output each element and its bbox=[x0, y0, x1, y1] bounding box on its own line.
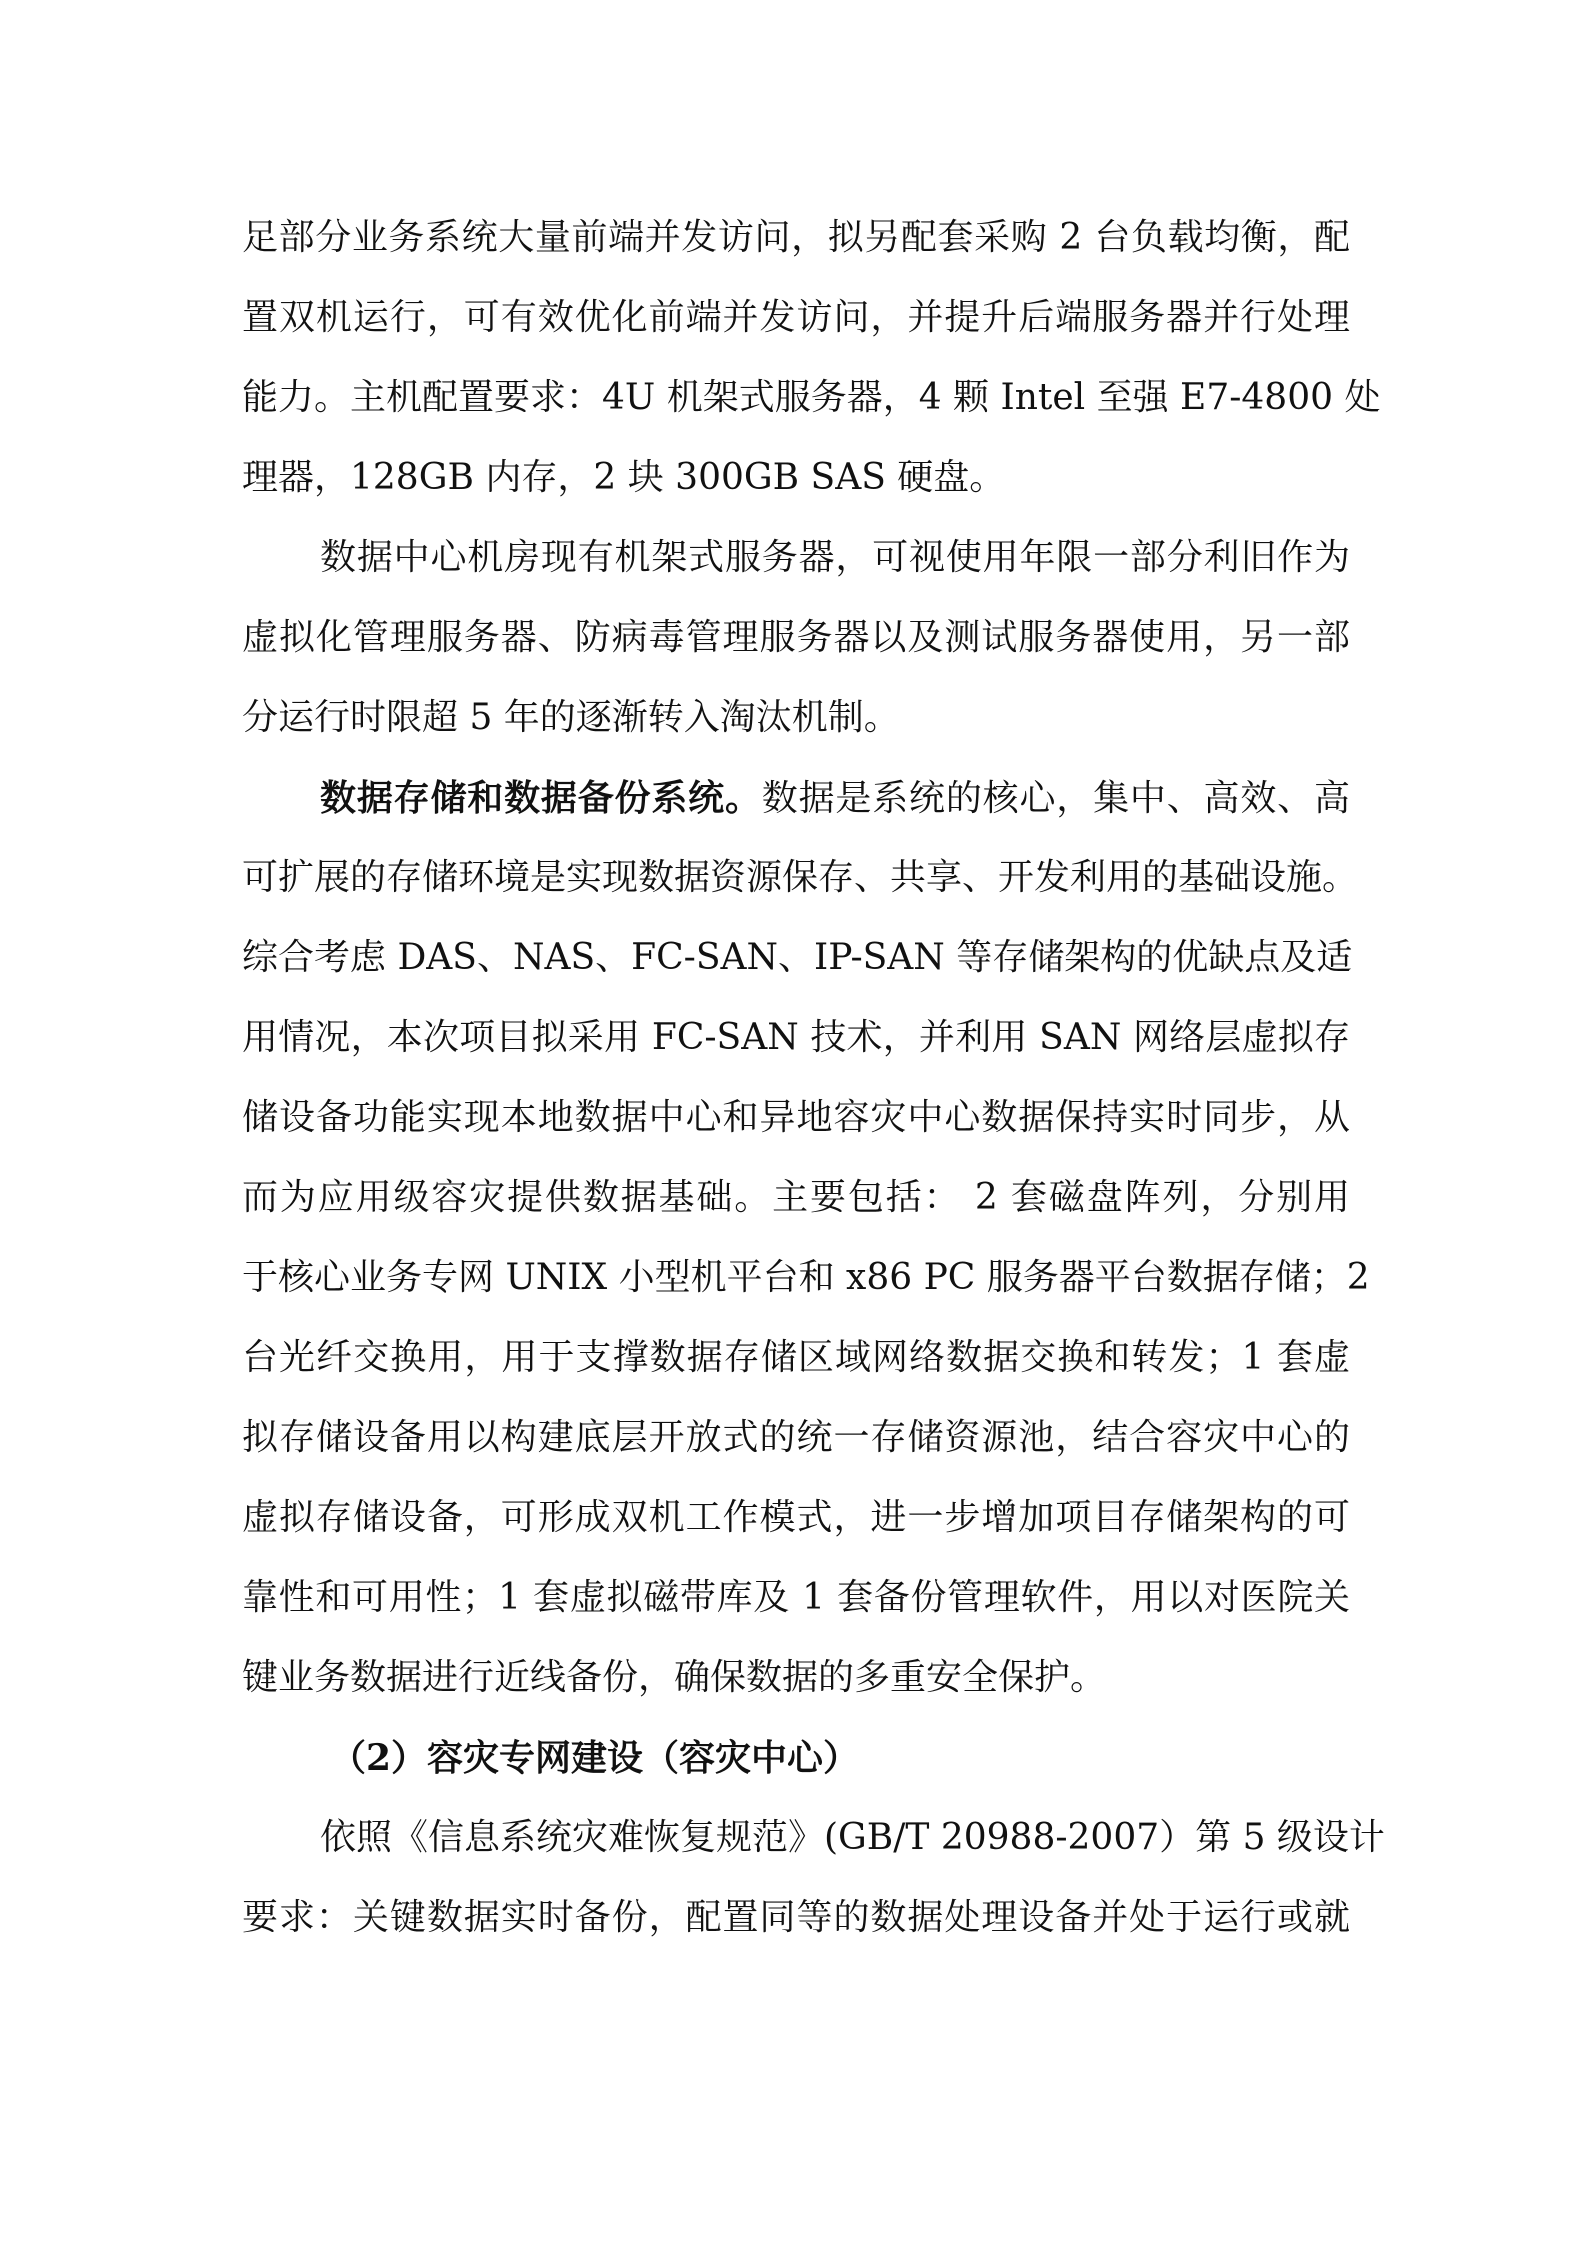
paragraph-3-line-2: 可扩展的存储环境是实现数据资源保存、共享、开发利用的基础设施。 bbox=[242, 857, 1359, 898]
paragraph-3-line-8: 台光纤交换用，用于支撑数据存储区域网络数据交换和转发；1 套虚 bbox=[242, 1337, 1350, 1378]
paragraph-1-line-3: 能力。主机配置要求：4U 机架式服务器，4 颗 Intel 至强 E7-4800 处 bbox=[242, 377, 1381, 418]
paragraph-2-line-3: 分运行时限超 5 年的逐渐转入淘汰机制。 bbox=[242, 697, 900, 738]
paragraph-3-line-4: 用情况，本次项目拟采用 FC-SAN 技术，并利用 SAN 网络层虚拟存 bbox=[242, 1017, 1350, 1058]
paragraph-3-line-1-rest: 数据是系统的核心，集中、高效、高 bbox=[761, 778, 1350, 819]
paragraph-1-line-1: 足部分业务系统大量前端并发访问，拟另配套采购 2 台负载均衡，配 bbox=[242, 217, 1350, 258]
paragraph-1-line-4: 理器，128GB 内存，2 块 300GB SAS 硬盘。 bbox=[242, 457, 1006, 498]
paragraph-3-line-9: 拟存储设备用以构建底层开放式的统一存储资源池，结合容灾中心的 bbox=[242, 1417, 1350, 1458]
paragraph-3-line-7: 于核心业务专网 UNIX 小型机平台和 x86 PC 服务器平台数据存储；2 bbox=[242, 1257, 1370, 1298]
paragraph-3-line-11: 靠性和可用性；1 套虚拟磁带库及 1 套备份管理软件，用以对医院关 bbox=[242, 1577, 1350, 1618]
paragraph-3-line-12: 键业务数据进行近线备份，确保数据的多重安全保护。 bbox=[242, 1657, 1107, 1698]
paragraph-3-line-5: 储设备功能实现本地数据中心和异地容灾中心数据保持实时同步，从 bbox=[242, 1097, 1350, 1138]
paragraph-3-line-10: 虚拟存储设备，可形成双机工作模式，进一步增加项目存储架构的可 bbox=[242, 1497, 1350, 1538]
paragraph-3-line-6: 而为应用级容灾提供数据基础。主要包括： 2 套磁盘阵列，分别用 bbox=[242, 1177, 1350, 1218]
paragraph-1-line-2: 置双机运行，可有效优化前端并发访问，并提升后端服务器并行处理 bbox=[242, 297, 1350, 338]
paragraph-2-line-1: 数据中心机房现有机架式服务器，可视使用年限一部分利旧作为 bbox=[320, 537, 1350, 578]
paragraph-3-line-3: 综合考虑 DAS、NAS、FC-SAN、IP-SAN 等存储架构的优缺点及适 bbox=[242, 937, 1353, 978]
paragraph-3-line-1 bbox=[320, 776, 1350, 821]
paragraph-3-bold-lead: 数据存储和数据备份系统。 bbox=[320, 777, 762, 819]
paragraph-4-line-1: 依照《信息系统灾难恢复规范》(GB/T 20988-2007）第 5 级设计 bbox=[320, 1817, 1385, 1858]
paragraph-4-line-2: 要求：关键数据实时备份，配置同等的数据处理设备并处于运行或就 bbox=[242, 1897, 1350, 1938]
paragraph-2-line-2: 虚拟化管理服务器、防病毒管理服务器以及测试服务器使用，另一部 bbox=[242, 617, 1350, 658]
section-heading: （2）容灾专网建设（容灾中心） bbox=[330, 1737, 860, 1779]
